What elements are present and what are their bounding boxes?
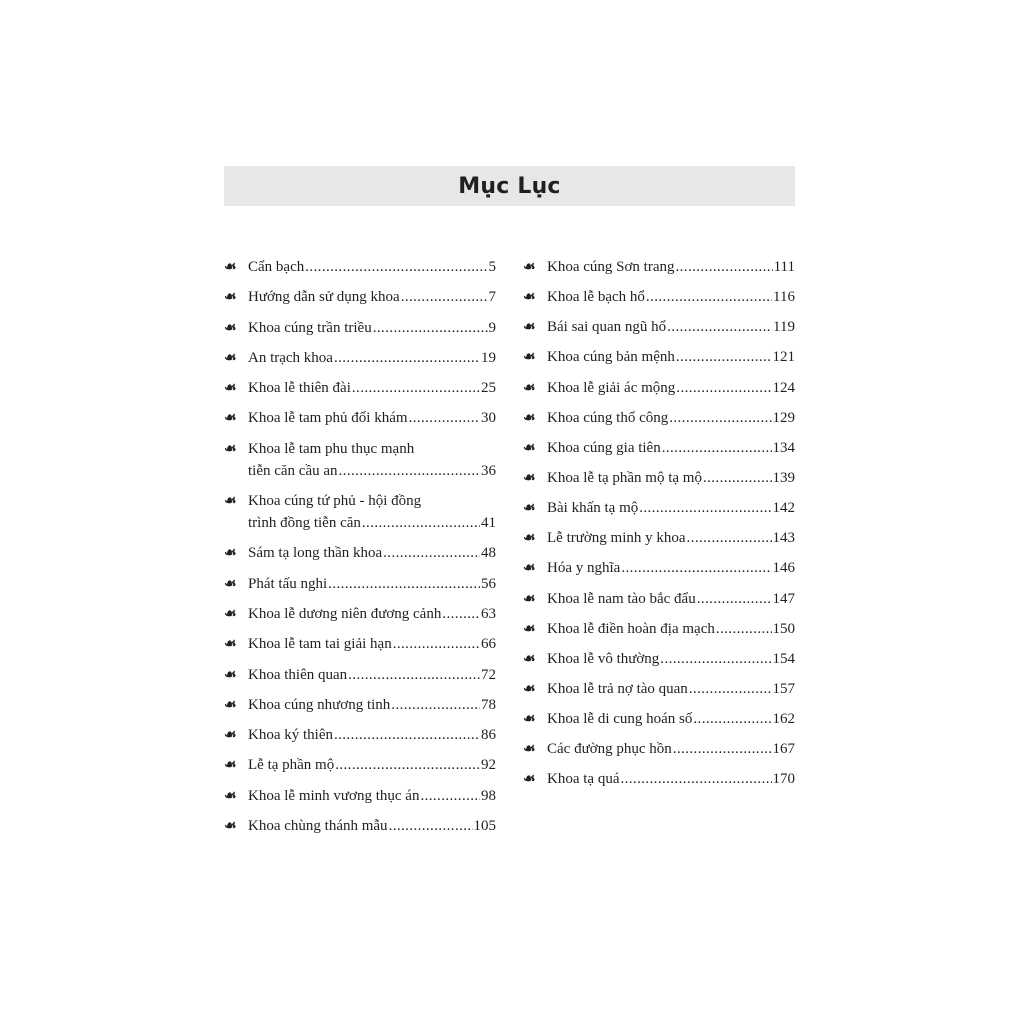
toc-page-number: 66 (481, 636, 496, 653)
toc-entry (523, 316, 795, 338)
dot-leader (646, 286, 772, 308)
fleuron-bullet-icon: ☙ (523, 409, 536, 426)
toc-page-number: 119 (773, 319, 795, 336)
toc-right-column (523, 256, 795, 799)
toc-entry-title: Khoa lễ tạ phần mộ tạ mộ (547, 469, 702, 486)
dot-leader (667, 316, 772, 338)
fleuron-bullet-icon: ☙ (523, 620, 536, 637)
toc-page-number: 30 (481, 410, 496, 427)
fleuron-bullet-icon: ☙ (523, 680, 536, 697)
toc-entry-title: Bài khấn tạ mộ (547, 500, 639, 517)
toc-entry (523, 588, 795, 610)
toc-page-number: 9 (488, 319, 496, 336)
toc-entry (523, 557, 795, 579)
title-bar (224, 166, 795, 206)
toc-page-number: 142 (772, 500, 795, 517)
toc-page-number: 121 (772, 349, 795, 366)
toc-page-number: 124 (772, 379, 795, 396)
toc-page-number: 134 (772, 439, 795, 456)
toc-entry-title: Khoa lễ tam phủ đối khám (248, 410, 408, 427)
fleuron-bullet-icon: ☙ (224, 605, 237, 622)
toc-entry-title: Khoa lễ thiên đài (248, 380, 351, 397)
toc-entry-title: Khoa lễ vô thường (547, 650, 660, 667)
dot-leader (673, 738, 772, 760)
fleuron-bullet-icon: ☙ (224, 545, 237, 562)
toc-entry-title: Các đường phục hồn (547, 741, 672, 758)
toc-entry-title: Bái sai quan ngũ hổ (547, 319, 667, 336)
toc-entry (523, 678, 795, 700)
toc-entry (523, 256, 795, 278)
toc-page-number: 111 (773, 259, 795, 275)
dot-leader (716, 618, 772, 640)
fleuron-bullet-icon: ☙ (523, 771, 536, 788)
toc-entry-title: Khoa lễ tam phu thục mạnh (248, 440, 415, 457)
fleuron-bullet-icon: ☙ (224, 787, 237, 804)
toc-page-number: 7 (488, 289, 496, 306)
dot-leader (697, 588, 772, 610)
dot-leader (662, 437, 772, 459)
toc-page-number: 72 (481, 666, 496, 683)
dot-leader (389, 815, 473, 837)
dot-leader (620, 768, 771, 790)
toc-entry (224, 377, 496, 399)
toc-entry-title: Khoa cúng bản mệnh (547, 349, 675, 366)
toc-page-number: 48 (481, 545, 496, 562)
dot-leader (676, 377, 771, 399)
toc-entry (224, 573, 496, 595)
dot-leader (334, 724, 480, 746)
toc-page-number: 36 (481, 462, 496, 479)
toc-page-number: 5 (488, 259, 496, 275)
toc-entry (224, 664, 496, 686)
toc-entry (224, 286, 496, 308)
toc-page-number: 146 (772, 560, 795, 577)
dot-leader (420, 785, 480, 807)
toc-entry (523, 346, 795, 368)
fleuron-bullet-icon: ☙ (224, 818, 237, 835)
dot-leader (703, 467, 772, 489)
toc-entry (224, 347, 496, 369)
toc-entry (224, 633, 496, 655)
toc-entry-title: Lễ trường minh y khoa (547, 530, 686, 547)
toc-entry (224, 407, 496, 429)
dot-leader (693, 708, 771, 730)
toc-entry (224, 694, 496, 716)
fleuron-bullet-icon: ☙ (523, 590, 536, 607)
toc-entry (523, 377, 795, 399)
toc-entry (224, 490, 496, 534)
toc-page-number: 147 (772, 590, 795, 607)
dot-leader (373, 317, 488, 339)
toc-entry-title: Khoa lễ trả nợ tào quan (547, 680, 688, 697)
toc-page-number: 56 (481, 575, 496, 592)
page-title: Mục Lục (458, 173, 561, 199)
fleuron-bullet-icon: ☙ (224, 696, 237, 713)
toc-entry (224, 317, 496, 339)
toc-entry-title: Khoa chùng thánh mẫu (248, 818, 388, 835)
toc-entry (224, 724, 496, 746)
toc-entry-title: Cẩn bạch (248, 259, 305, 275)
dot-leader (687, 527, 772, 549)
toc-page-number: 150 (772, 620, 795, 637)
toc-entry-title: Khoa lễ điền hoàn địa mạch (547, 620, 715, 637)
toc-entry-title: An trạch khoa (248, 349, 333, 366)
toc-entry (523, 467, 795, 489)
toc-entry-title: tiễn căn cầu an (248, 462, 338, 479)
toc-entry-title: Khoa cúng gia tiên (547, 439, 661, 456)
dot-leader (660, 648, 771, 670)
toc-left-column (224, 256, 496, 845)
dot-leader (305, 256, 487, 278)
toc-entry-title: Lễ tạ phần mộ (248, 757, 335, 774)
dot-leader (689, 678, 772, 700)
toc-entry-title: Khoa lễ minh vương thục án (248, 787, 420, 804)
fleuron-bullet-icon: ☙ (523, 379, 536, 396)
toc-entry (523, 497, 795, 519)
fleuron-bullet-icon: ☙ (523, 741, 536, 758)
dot-leader (669, 407, 771, 429)
fleuron-bullet-icon: ☙ (523, 650, 536, 667)
toc-page-number: 157 (772, 680, 795, 697)
toc-entry (224, 438, 496, 482)
toc-page-number: 41 (481, 515, 496, 532)
toc-entry-title: Khoa tạ quá (547, 771, 620, 788)
toc-entry (523, 286, 795, 308)
dot-leader (328, 573, 480, 595)
fleuron-bullet-icon: ☙ (523, 560, 536, 577)
toc-entry-title: Khoa cúng tứ phủ - hội đồng (248, 493, 422, 510)
toc-entry (523, 768, 795, 790)
toc-entry (224, 785, 496, 807)
fleuron-bullet-icon: ☙ (224, 259, 237, 275)
fleuron-bullet-icon: ☙ (224, 410, 237, 427)
dot-leader (339, 460, 480, 482)
dot-leader (393, 633, 480, 655)
toc-entry-title: Phát tấu nghi (248, 575, 328, 592)
toc-entry-title: Khoa ký thiên (248, 727, 333, 744)
toc-entry (224, 542, 496, 564)
toc-page-number: 170 (772, 771, 795, 788)
toc-page-number: 19 (481, 349, 496, 366)
toc-page-number: 167 (772, 741, 795, 758)
toc-entry (523, 437, 795, 459)
toc-page-number: 129 (772, 409, 795, 426)
fleuron-bullet-icon: ☙ (224, 349, 237, 366)
fleuron-bullet-icon: ☙ (523, 469, 536, 486)
fleuron-bullet-icon: ☙ (523, 319, 536, 336)
dot-leader (409, 407, 480, 429)
toc-entry-title: Hướng dẫn sử dụng khoa (248, 289, 400, 306)
fleuron-bullet-icon: ☙ (523, 439, 536, 456)
fleuron-bullet-icon: ☙ (224, 380, 237, 397)
toc-entry-title: Khoa cúng nhương tinh (248, 696, 391, 713)
dot-leader (676, 256, 773, 278)
fleuron-bullet-icon: ☙ (523, 289, 536, 306)
toc-entry-title: Khoa cúng trần triều (248, 319, 372, 336)
toc-page-number: 162 (772, 711, 795, 728)
toc-page-number: 116 (773, 289, 795, 306)
fleuron-bullet-icon: ☙ (523, 349, 536, 366)
toc-entry (523, 648, 795, 670)
toc-page-number: 154 (772, 650, 795, 667)
fleuron-bullet-icon: ☙ (224, 757, 237, 774)
dot-leader (362, 512, 480, 534)
dot-leader (334, 347, 480, 369)
toc-entry (224, 754, 496, 776)
toc-page-number: 78 (481, 696, 496, 713)
dot-leader (676, 346, 772, 368)
fleuron-bullet-icon: ☙ (224, 440, 237, 457)
toc-entry-title: Khoa lễ bạch hổ (547, 289, 645, 306)
toc-entry-title: Khoa lễ nam tào bắc đẩu (547, 590, 696, 607)
dot-leader (401, 286, 488, 308)
fleuron-bullet-icon: ☙ (224, 493, 237, 510)
toc-entry-title: Khoa lễ giải ác mộng (547, 379, 676, 396)
fleuron-bullet-icon: ☙ (523, 711, 536, 728)
toc-entry (523, 527, 795, 549)
fleuron-bullet-icon: ☙ (224, 666, 237, 683)
toc-entry (224, 603, 496, 625)
dot-leader (383, 542, 480, 564)
toc-page-number: 63 (481, 605, 496, 622)
toc-entry (523, 708, 795, 730)
toc-entry-title: Khoa lễ dương niên đương cảnh (248, 605, 442, 622)
fleuron-bullet-icon: ☙ (224, 727, 237, 744)
toc-page-number: 98 (481, 787, 496, 804)
toc-page-number: 92 (481, 757, 496, 774)
dot-leader (621, 557, 771, 579)
toc-entry-title: Khoa cúng Sơn trang (547, 259, 675, 275)
toc-page-number: 86 (481, 727, 496, 744)
fleuron-bullet-icon: ☙ (523, 500, 536, 517)
toc-page-number: 105 (473, 818, 496, 835)
toc-entry (523, 407, 795, 429)
toc-entry-title: Khoa cúng thổ công (547, 409, 669, 426)
toc-entry (523, 618, 795, 640)
toc-entry-title: Hóa y nghĩa (547, 560, 621, 577)
toc-entry (224, 815, 496, 837)
toc-page-number: 139 (772, 469, 795, 486)
toc-page-number: 143 (772, 530, 795, 547)
dot-leader (442, 603, 480, 625)
fleuron-bullet-icon: ☙ (523, 530, 536, 547)
toc-entry-title: Khoa lễ tam tai giải hạn (248, 636, 392, 653)
dot-leader (348, 664, 480, 686)
toc-entry-title: Khoa lễ di cung hoán số (547, 711, 693, 728)
dot-leader (335, 754, 480, 776)
fleuron-bullet-icon: ☙ (224, 636, 237, 653)
toc-entry (523, 738, 795, 760)
dot-leader (391, 694, 480, 716)
fleuron-bullet-icon: ☙ (224, 289, 237, 306)
toc-page-number: 25 (481, 380, 496, 397)
toc-entry-title: Khoa thiên quan (248, 666, 348, 683)
toc-entry-title: Sám tạ long thần khoa (248, 545, 383, 562)
dot-leader (352, 377, 480, 399)
fleuron-bullet-icon: ☙ (224, 575, 237, 592)
toc-entry-title: trình đồng tiễn căn (248, 515, 361, 532)
fleuron-bullet-icon: ☙ (523, 259, 536, 275)
dot-leader (639, 497, 771, 519)
toc-entry (224, 256, 496, 278)
fleuron-bullet-icon: ☙ (224, 319, 237, 336)
